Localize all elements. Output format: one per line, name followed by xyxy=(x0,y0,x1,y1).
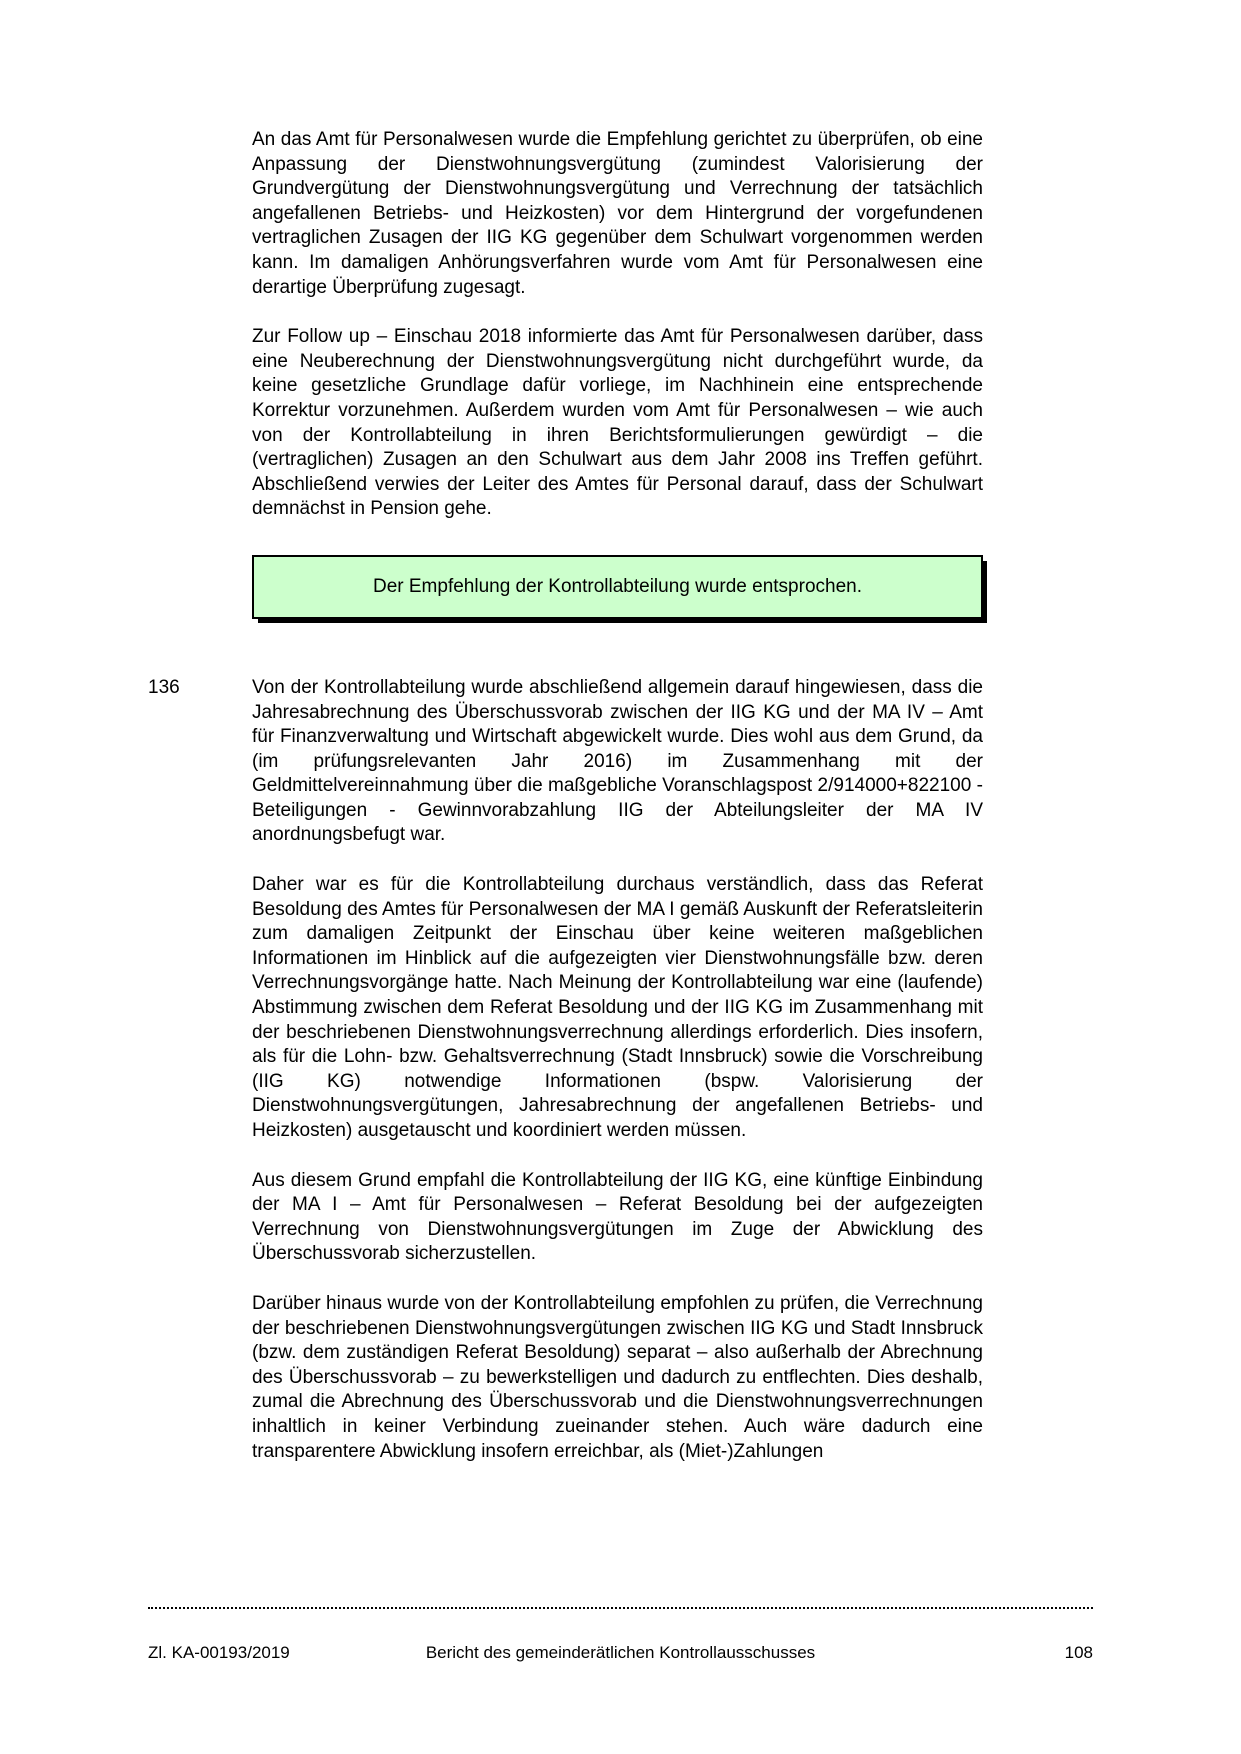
footer-row xyxy=(148,1642,1093,1664)
paragraph-text: Aus diesem Grund empfahl die Kontrollabteilung der IIG KG, eine künftige Einbindung der MA I – Amt für Personalwesen – Referat Besoldung bei der aufgezeigten Verrechnung von Dienstwohnungsvergütungen im Zuge der Abwicklung des Überschussvorab sicherzustellen. xyxy=(252,1169,983,1265)
paragraph-block xyxy=(252,128,983,300)
paragraph-text: Daher war es für die Kontrollabteilung durchaus verständlich, dass das Referat Besoldung des Amtes für Personalwesen der MA I gemäß Auskunft der Referatsleiterin zum damaligen Zeitpunkt der Einschau über keine weiteren maßgeblichen Informationen im Hinblick auf die aufgezeigten vier Dienstwohnungsfälle bzw. deren Verrechnungsvorgänge hatte. Nach Meinung der Kontrollabteilung war eine (laufende) Abstimmung zwischen dem Referat Besoldung und der IIG KG im Zusammenhang mit der beschriebenen Dienstwohnungsverrechnung allerdings erforderlich. Dies insofern, als für die Lohn- bzw. Gehaltsverrechnung (Stadt Innsbruck) sowie die Vorschreibung (IIG KG) notwendige Informationen (bspw. Valorisierung der Dienstwohnungsvergütungen, Jahresabrechnung der angefallenen Betriebs- und Heizkosten) ausgetauscht und koordiniert werden müssen. xyxy=(252,874,983,1141)
footer-reference: Zl. KA-00193/2019 xyxy=(148,1643,290,1662)
paragraph-block xyxy=(252,873,983,1144)
paragraph-text: An das Amt für Personalwesen wurde die Empfehlung gerichtet zu überprüfen, ob eine Anpassung der Dienstwohnungsvergütung (zumindest Valorisierung der Grundvergütung der Dienstwohnungsvergütung und Verrechnung der tatsächlich angefallenen Betriebs- und Heizkosten) vor dem Hintergrund der vorgefundenen vertraglichen Zusagen der IIG KG gegenüber dem Schulwart vorgenommen werden kann. Im damaligen Anhörungsverfahren wurde vom Amt für Personalwesen eine derartige Überprüfung zugesagt. xyxy=(252,129,983,298)
paragraph-number: 136 xyxy=(148,676,180,698)
paragraph-text: Von der Kontrollabteilung wurde abschließend allgemein darauf hingewiesen, dass die Jahresabrechnung des Überschussvorab zwischen der IIG KG und der MA IV – Amt für Finanzverwaltung und Wirtschaft abgewickelt wurde. Dies wohl aus dem Grund, da (im prüfungsrelevanten Jahr 2016) im Zusammenhang mit der Geldmittelvereinnahmung über die maßgebliche Voranschlagspost 2/914000+822100 - Beteiligungen - Gewinnvorabzahlung IIG der Abteilungsleiter der MA IV anordnungsbefugt war. xyxy=(252,676,983,846)
footer-page-number: 108 xyxy=(1064,1643,1093,1662)
paragraph-block xyxy=(252,1169,983,1267)
report-body xyxy=(148,128,983,1489)
paragraph-block-numbered xyxy=(148,676,983,848)
footer-title: Bericht des gemeinderätlichen Kontrollausschusses xyxy=(425,1643,816,1662)
paragraph-block xyxy=(252,325,983,522)
recommendation-box-text: Der Empfehlung der Kontrollabteilung wurde entsprochen. xyxy=(372,575,863,597)
paragraph-text: Zur Follow up – Einschau 2018 informierte das Amt für Personalwesen darüber, dass eine Neuberechnung der Dienstwohnungsvergütung nicht durchgeführt wurde, da keine gesetzliche Grundlage dafür vorliege, im Nachhinein eine entsprechende Korrektur vorzunehmen. Außerdem wurden vom Amt für Personalwesen – wie auch von der Kontrollabteilung in ihren Berichtsformulierungen gewürdigt – die (vertraglichen) Zusagen an den Schulwart aus dem Jahr 2008 ins Treffen geführt. Abschließend verwies der Leiter des Amtes für Personal darauf, dass der Schulwart demnächst in Pension gehe. xyxy=(252,326,983,520)
paragraph-text: Darüber hinaus wurde von der Kontrollabteilung empfohlen zu prüfen, die Verrechnung der beschriebenen Dienstwohnungsvergütungen zwischen IIG KG und Stadt Innsbruck (bzw. dem zuständigen Referat Besoldung) separat – also außerhalb der Abrechnung des Überschussvorab – zu bewerkstelligen und dadurch zu entflechten. Dies deshalb, zumal die Abrechnung des Überschussvorab und die Dienstwohnungsverrechnungen inhaltlich in keiner Verbindung zueinander stehen. Auch wäre dadurch eine transparentere Abwicklung insofern erreichbar, als (Miet-)Zahlungen xyxy=(252,1292,983,1462)
paragraph-block xyxy=(252,1292,983,1464)
page-footer xyxy=(148,1607,1093,1664)
footer-divider xyxy=(148,1607,1093,1609)
recommendation-box xyxy=(252,555,983,619)
